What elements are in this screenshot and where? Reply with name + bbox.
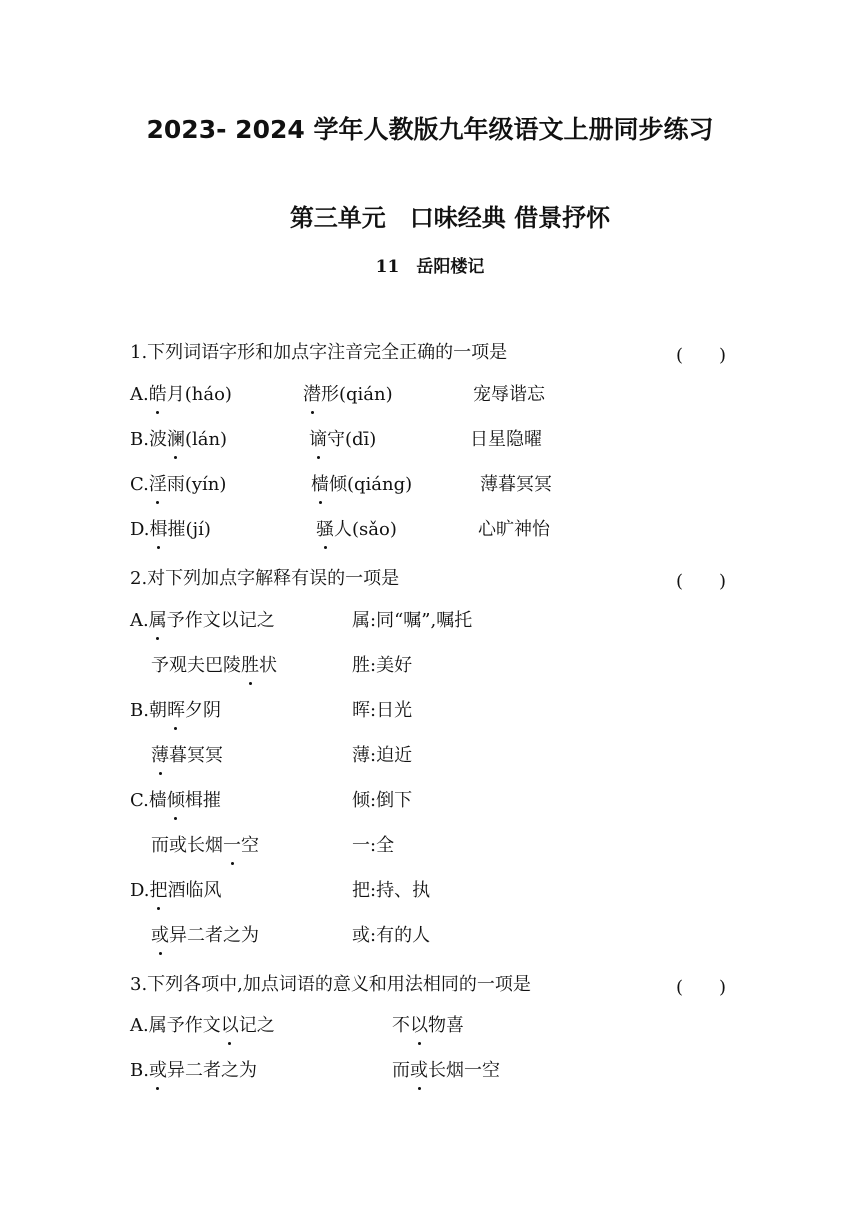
q1-option-a: A.皓月(háo): [130, 384, 232, 405]
q2-row-c2: 而或长烟一空: [151, 835, 259, 856]
q1-option-d-item-2: 骚人(sǎo): [316, 519, 397, 540]
q1-option-d: D.楫摧(jí): [130, 519, 211, 540]
dotted-char: 或: [151, 925, 169, 946]
dotted-char: 或: [410, 1060, 428, 1081]
question-2-answer-blank: ( ): [676, 571, 727, 592]
lesson-title: 11 岳阳楼记: [375, 257, 485, 277]
q2-row-b2: 薄暮冥冥: [151, 745, 223, 766]
page-title: 2023- 2024 学年人教版九年级语文上册同步练习: [146, 115, 714, 144]
q3-option-b-pair: 而或长烟一空: [392, 1060, 500, 1081]
q2-row-a2-explanation: 胜:美好: [352, 655, 413, 676]
q1-option-c: C.淫雨(yín): [130, 474, 227, 495]
q2-row-d1: D.把酒临风: [130, 880, 222, 901]
q1-option-d-item-3: 心旷神怡: [478, 519, 550, 540]
question-2-stem: 2.对下列加点字解释有误的一项是: [130, 568, 400, 589]
dotted-char: 澜: [166, 429, 185, 450]
q2-row-c1-explanation: 倾:倒下: [352, 790, 413, 811]
dotted-char: 骚: [316, 519, 334, 540]
question-1-answer-blank: ( ): [676, 345, 727, 366]
q1-option-a-item-3: 宠辱谐忘: [473, 384, 545, 405]
q1-option-b-item-3: 日星隐曜: [470, 429, 542, 450]
option-label: C.: [130, 790, 149, 811]
option-label: A.: [130, 384, 149, 405]
q2-row-a1: A.属予作文以记之: [130, 610, 275, 631]
dotted-char: 一: [223, 835, 241, 856]
dotted-char: 楫: [149, 519, 168, 540]
dotted-char: 倾: [166, 790, 185, 811]
question-3-answer-blank: ( ): [676, 977, 727, 998]
q3-option-b: B.或异二者之为: [130, 1060, 257, 1081]
dotted-char: 薄: [151, 745, 169, 766]
q1-option-c-item-2: 樯倾(qiáng): [311, 474, 413, 495]
dotted-char: 淫: [148, 474, 167, 495]
dotted-char: 胜: [241, 655, 259, 676]
q2-row-a2: 予观夫巴陵胜状: [151, 655, 277, 676]
q2-row-c2-explanation: 一:全: [352, 835, 395, 856]
q3-option-a: A.属予作文以记之: [130, 1015, 275, 1036]
q2-row-d2: 或异二者之为: [151, 925, 259, 946]
dotted-char: 以: [220, 1015, 239, 1036]
option-label: A.: [130, 1015, 149, 1036]
dotted-char: 潜: [303, 384, 321, 405]
dotted-char: 樯: [311, 474, 329, 495]
q1-option-a-item-2: 潜形(qián): [303, 384, 393, 405]
q2-row-a1-explanation: 属:同“嘱”,嘱托: [352, 610, 473, 631]
dotted-char: 皓: [148, 384, 167, 405]
option-label: B.: [130, 429, 149, 450]
q2-row-b2-explanation: 薄:迫近: [352, 745, 413, 766]
option-label: D.: [130, 880, 150, 901]
q1-option-c-item-3: 薄暮冥冥: [480, 474, 552, 495]
unit-title: 第三单元 口味经典 借景抒怀: [289, 204, 611, 232]
q2-row-b1: B.朝晖夕阴: [130, 700, 221, 721]
dotted-char: 以: [410, 1015, 428, 1036]
question-3-stem: 3.下列各项中,加点词语的意义和用法相同的一项是: [130, 974, 531, 995]
option-label: D.: [130, 519, 150, 540]
q2-row-d2-explanation: 或:有的人: [352, 925, 431, 946]
option-label: C.: [130, 474, 149, 495]
q2-row-c1: C.樯倾楫摧: [130, 790, 221, 811]
dotted-char: 把: [149, 880, 168, 901]
option-label: B.: [130, 1060, 149, 1081]
option-label: B.: [130, 700, 149, 721]
q3-option-a-pair: 不以物喜: [392, 1015, 464, 1036]
question-1-stem: 1.下列词语字形和加点字注音完全正确的一项是: [130, 342, 508, 363]
q1-option-b-item-2: 谪守(dī): [309, 429, 377, 450]
dotted-char: 晖: [166, 700, 185, 721]
dotted-char: 属: [148, 610, 167, 631]
option-label: A.: [130, 610, 149, 631]
dotted-char: 谪: [309, 429, 327, 450]
q1-option-b: B.波澜(lán): [130, 429, 228, 450]
dotted-char: 或: [148, 1060, 167, 1081]
q2-row-d1-explanation: 把:持、执: [352, 880, 431, 901]
q2-row-b1-explanation: 晖:日光: [352, 700, 413, 721]
